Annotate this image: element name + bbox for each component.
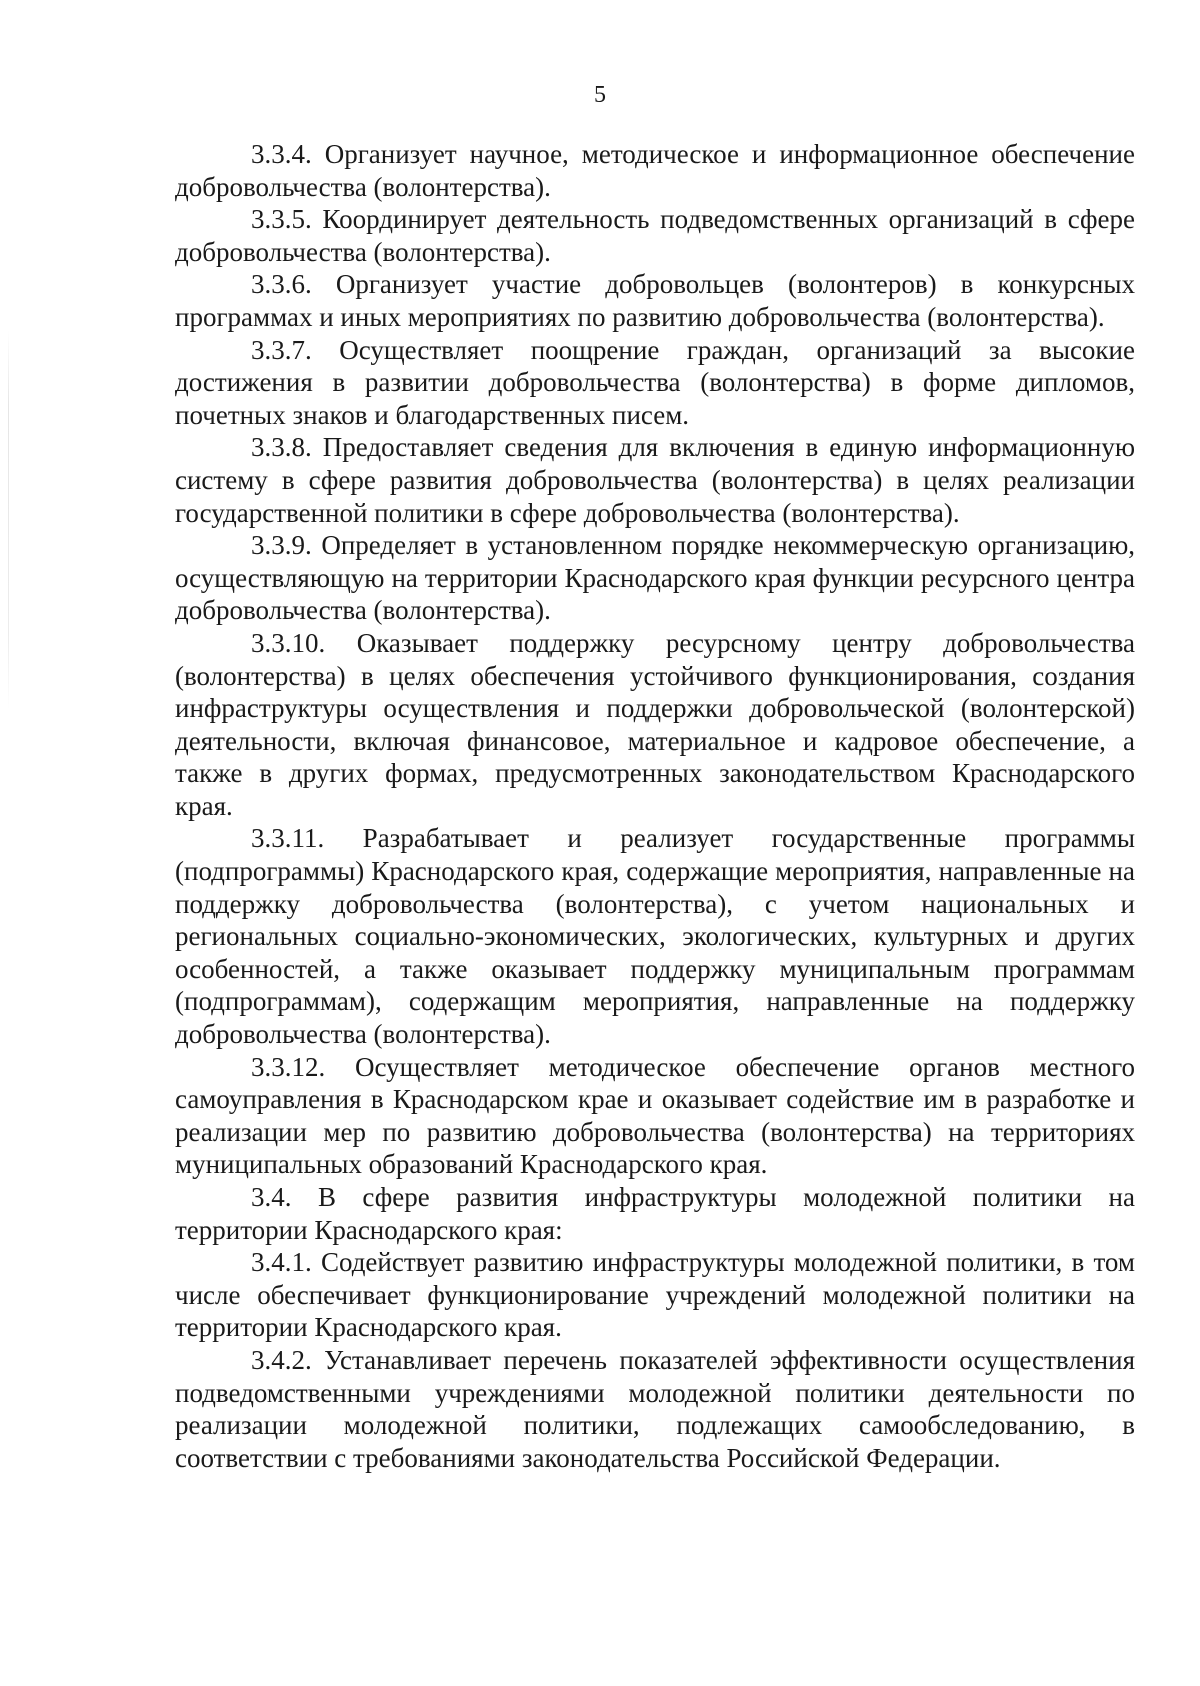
paragraph-3-3-10: 3.3.10. Оказывает поддержку ресурсному центру добровольчества (волонтерства) в целях обеспечения устойчивого функционирования, создания инфраструктуры осуществления и поддержки добровольческой (волонтерской) деятельности, включая финансовое, материальное и кадровое обеспечение, а также в других формах, предусмотренных законодательством Краснодарского края. [175,627,1135,821]
paragraph-3-3-7: 3.3.7. Осуществляет поощрение граждан, организаций за высокие достижения в развитии добровольчества (волонтерства) в форме дипломов, почетных знаков и благодарственных писем. [175,334,1135,430]
paragraph-3-3-12: 3.3.12. Осуществляет методическое обеспечение органов местного самоуправления в Краснодарском крае и оказывает содействие им в разработке и реализации мер по развитию добровольчества (волонтерства) на территориях муниципальных образований Краснодарского края. [175,1051,1135,1180]
paragraph-3-3-9: 3.3.9. Определяет в установленном порядке некоммерческую организацию, осуществляющую на территории Краснодарского края функции ресурсного центра добровольчества (волонтерства). [175,530,1135,626]
paragraph-3-3-11: 3.3.11. Разрабатывает и реализует государственные программы (подпрограммы) Краснодарского края, содержащие мероприятия, направленные на поддержку добровольчества (волонтерства), с учетом национальных и региональных социально-экономических, экологических, культурных и других особенностей, а также оказывает поддержку муниципальным программам (подпрограммам), содержащим мероприятия, направленные на поддержку добровольчества (волонтерства). [175,823,1135,1050]
paragraph-3-3-4: 3.3.4. Организует научное, методическое и информационное обеспечение добровольчества (волонтерства). [175,139,1135,202]
paragraph-3-3-6: 3.3.6. Организует участие добровольцев (волонтеров) в конкурсных программах и иных мероприятиях по развитию добровольчества (волонтерства). [175,269,1135,332]
paragraph-3-4-2: 3.4.2. Устанавливает перечень показателей эффективности осуществления подведомственными учреждениями молодежной политики деятельности по реализации молодежной политики, подлежащих самообследованию, в соответствии с требованиями законодательства Российской Федерации. [175,1344,1135,1473]
document-body [175,138,1135,1474]
paragraph-3-4-1: 3.4.1. Содействует развитию инфраструктуры молодежной политики, в том числе обеспечивает функционирование учреждений молодежной политики на территории Краснодарского края. [175,1247,1135,1343]
page-number: 5 [594,82,606,108]
paragraph-3-3-5: 3.3.5. Координирует деятельность подведомственных организаций в сфере добровольчества (волонтерства). [175,204,1135,267]
paragraph-3-4: 3.4. В сфере развития инфраструктуры молодежной политики на территории Краснодарского края: [175,1182,1135,1245]
paragraph-3-3-8: 3.3.8. Предоставляет сведения для включения в единую информационную систему в сфере развития добровольчества (волонтерства) в целях реализации государственной политики в сфере добровольчества (волонтерства). [175,432,1135,528]
scan-edge-mark [8,330,9,710]
